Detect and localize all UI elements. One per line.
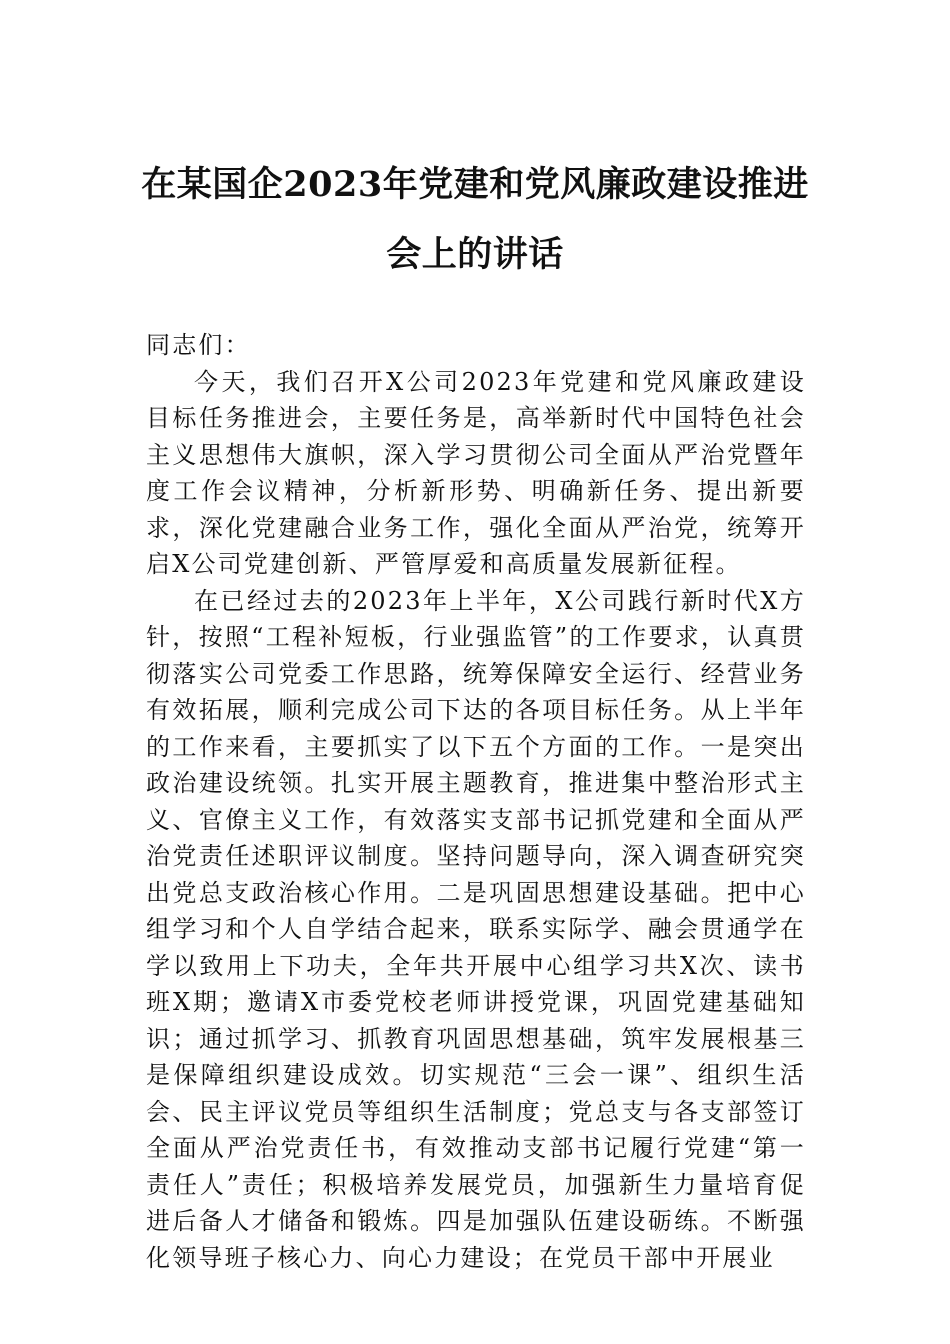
document-body [146,327,806,1276]
paragraph-1: 今天，我们召开X公司2023年党建和党风廉政建设目标任务推进会，主要任务是，高举新时代中国特色社会主义思想伟大旗帜，深入学习贯彻公司全面从严治党暨年度工作会议精神，分析新形势、明确新任务、提出新要求，深化党建融合业务工作，强化全面从严治党，统筹开启X公司党建创新、严管厚爱和高质量发展新征程。 [146,367,806,578]
document-title [140,150,810,290]
salutation: 同志们： [146,331,251,359]
paragraph-2: 在已经过去的2023年上半年，X公司践行新时代X方针，按照“工程补短板，行业强监管”的工作要求，认真贯彻落实公司党委工作思路，统筹保障安全运行、经营业务有效拓展，顺利完成公司下达的各项目标任务。从上半年的工作来看，主要抓实了以下五个方面的工作。一是突出政治建设统领。扎实开展主题教育，推进集中整治形式主义、官僚主义工作，有效落实支部书记抓党建和全面从严治党责任述职评议制度。坚持问题导向，深入调查研究突出党总支政治核心作用。二是巩固思想建设基础。把中心组学习和个人自学结合起来，联系实际学、融会贯通学在学以致用上下功夫，全年共开展中心组学习共X次、读书班X期；邀请X市委党校老师讲授党课，巩固党建基础知识；通过抓学习、抓教育巩固思想基础，筑牢发展根基三是保障组织建设成效。切实规范“三会一课”、组织生活会、民主评议党员等组织生活制度；党总支与各支部签订全面从严治党责任书，有效推动支部书记履行党建“第一责任人”责任；积极培养发展党员，加强新生力量培育促进后备人才储备和锻炼。四是加强队伍建设砺练。不断强化领导班子核心力、向心力建设；在党员干部中开展业 [146,586,806,1272]
title-line-2: 会上的讲话 [386,234,564,275]
title-line-1: 在某国企2023年党建和党风廉政建设推进 [141,164,809,205]
